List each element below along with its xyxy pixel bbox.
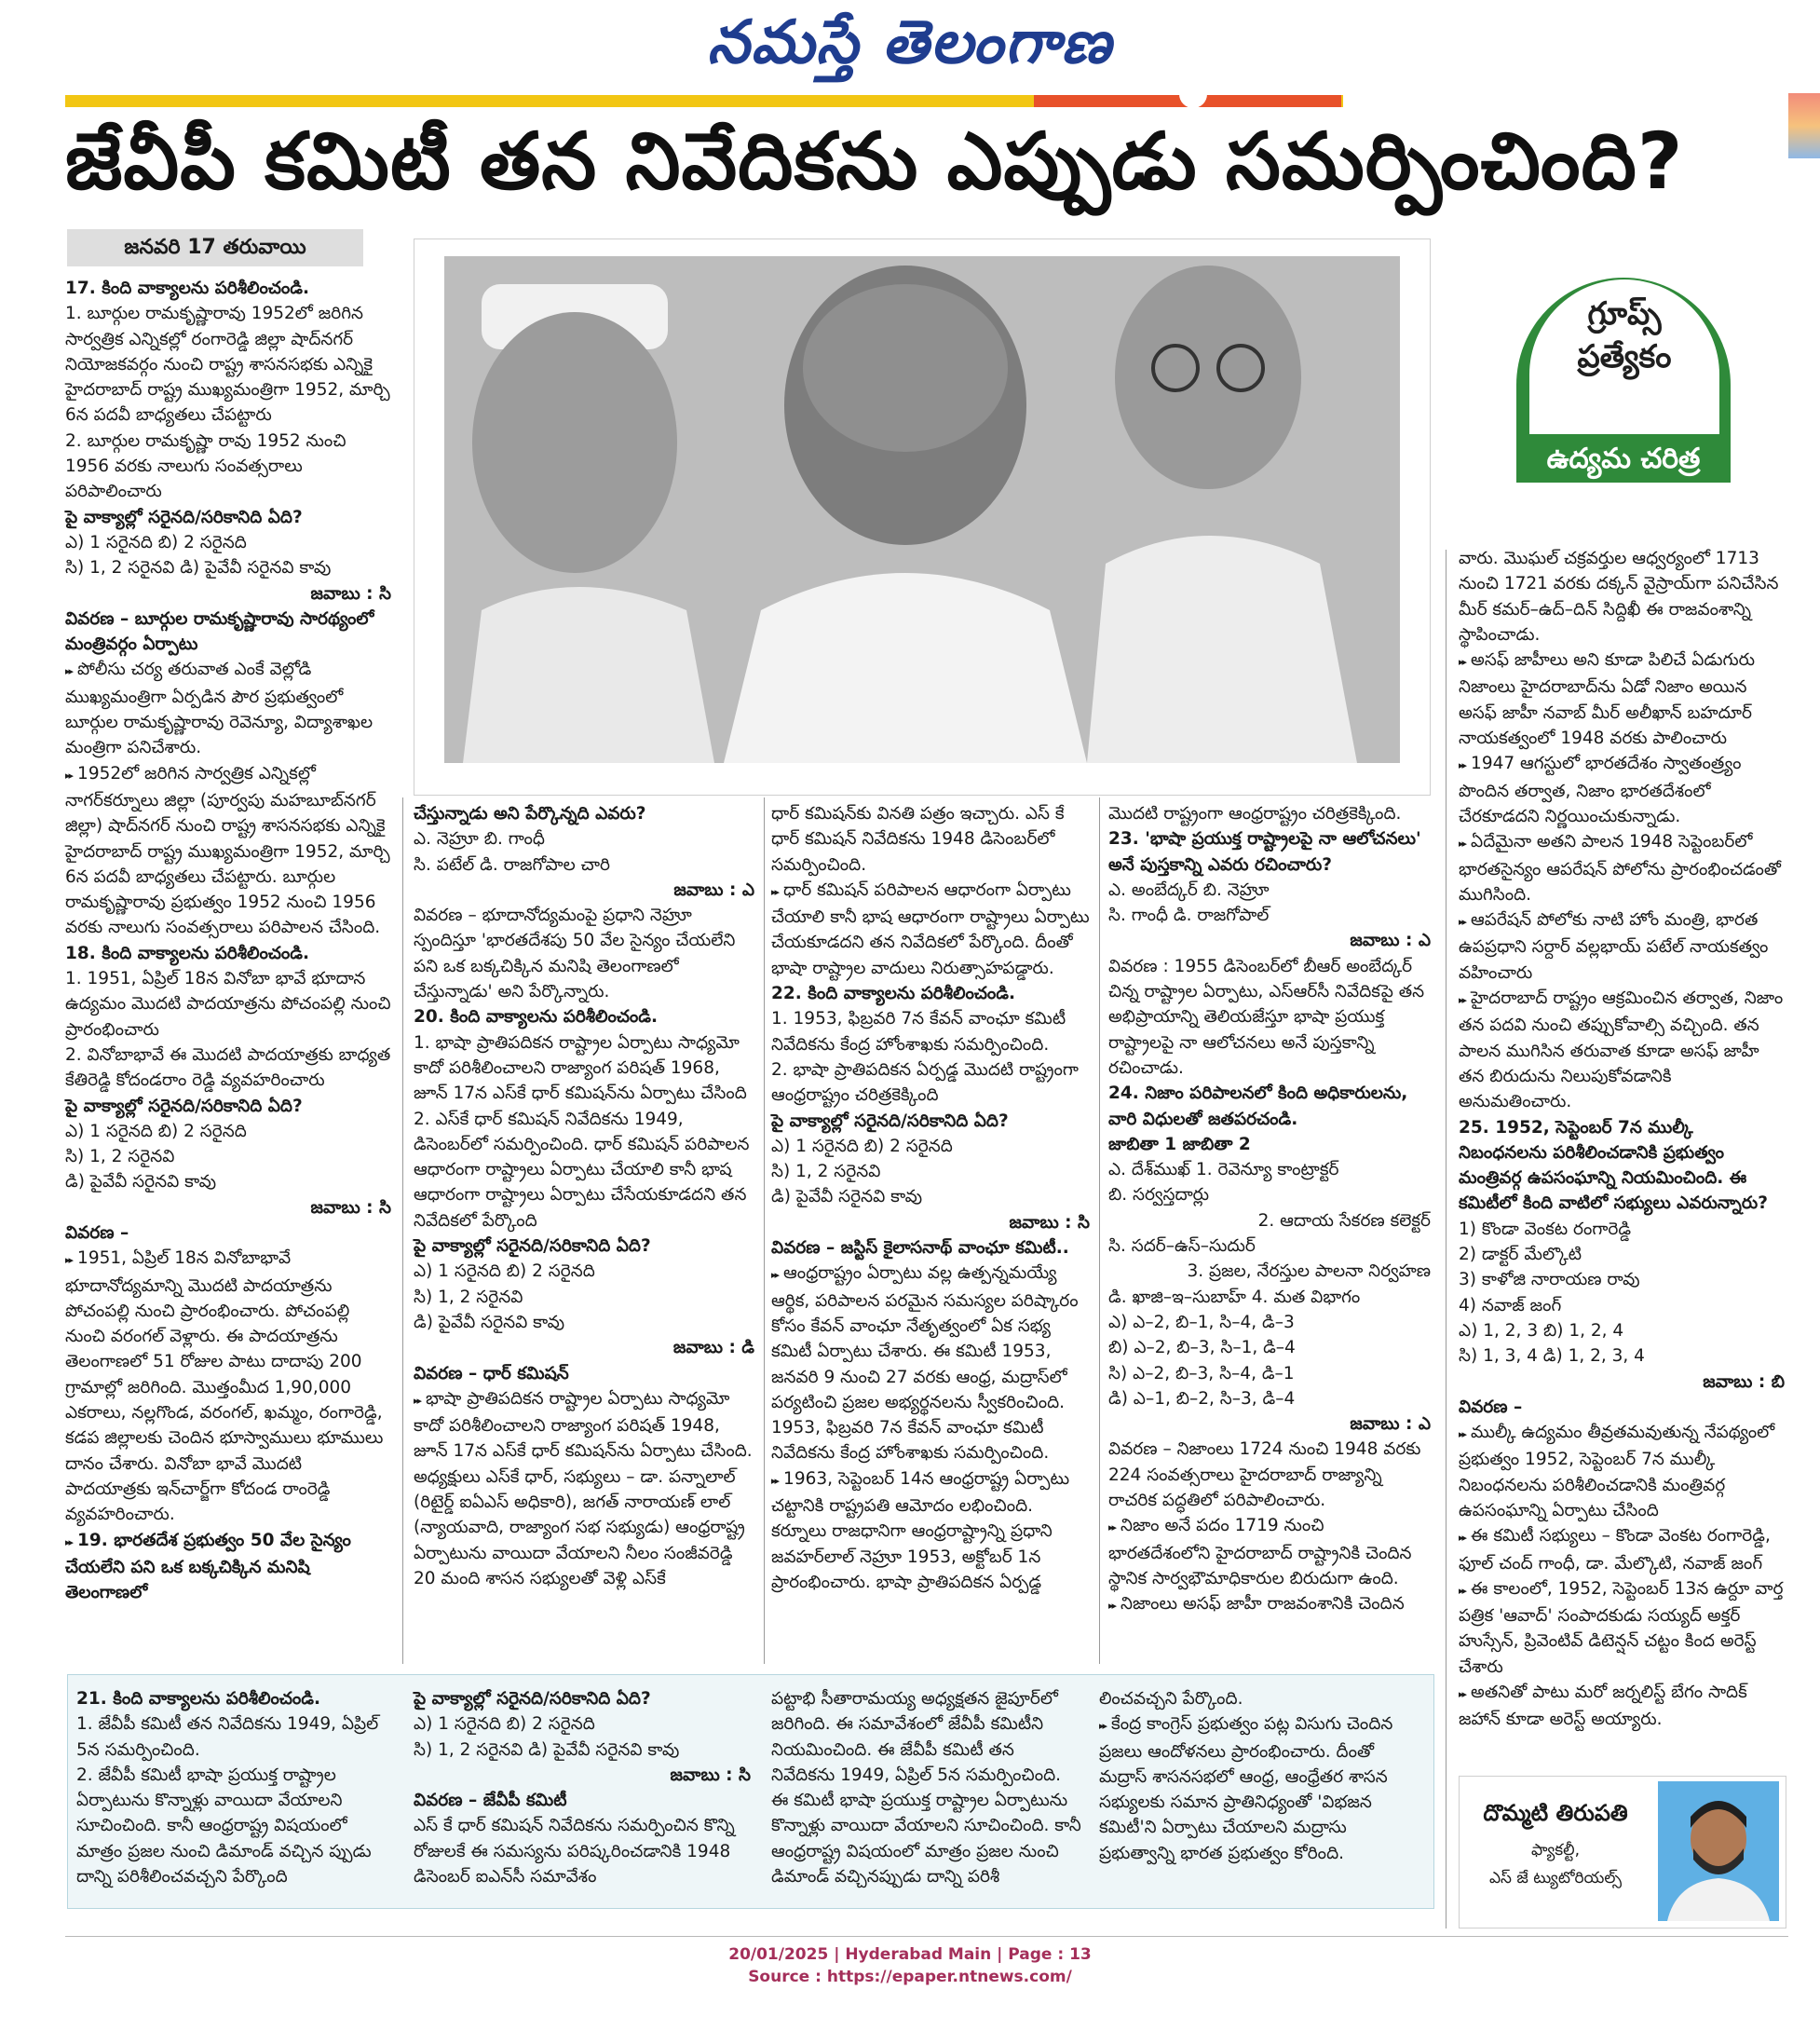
question-prompt: పై వాక్యాల్లో సరైనది/సరికానిది ఏది? [771, 1111, 1009, 1131]
paragraph: లించవచ్చని పేర్కొంది. [1099, 1689, 1243, 1709]
option-row: సి) 1, 2 సరైనవి డి) పైవేవీ సరైనవి కావు [65, 558, 332, 579]
section-tag: జనవరి 17 తరువాయి [67, 229, 363, 266]
paragraph: పట్టాభి సీతారామయ్య అధ్యక్షతన జైపూర్‌లో జరిగింది. ఈ సమావేశంలో జేవీపీ కమిటీని నియమించింది. ఈ జేవీపీ కమిటీ తన నివేదికను 1949, ఏప్రిల్ 5న సమర్పించింది. ఈ కమిటీ భాషా ప్రయుక్త రాష్ట్రాల ఏర్పాటును కొన్నాళ్లు వాయిదా వేయాలని సూచించింది. కానీ ఆంధ్రరాష్ట్ర విషయంలో మాత్రం ప్రజల నుంచి డిమాండ్ వచ్చినప్పుడు దాన్ని పరిశీ [771, 1689, 1081, 1888]
box-column-4 [1099, 1686, 1421, 1866]
bullet-point: ▸▸ అతనితో పాటు మరో జర్నలిస్ట్ బేగం సాదిక్ జహాన్ కూడా అరెస్ట్ అయ్యారు. [1459, 1680, 1785, 1733]
article-column-5 [1459, 546, 1785, 1733]
question-19: ▸▸ 19. భారతదేశ ప్రభుత్వం 50 వేల సైన్యం చేయలేని పని ఒక బక్కచిక్కిన మనిషి తెలంగాణలో [65, 1528, 391, 1606]
bullet-point: ▸▸ 1951, ఏప్రిల్ 18న వినోబాభావే భూదానోద్యమాన్ని మొదటి పాదయాత్రను పోచంపల్లి నుంచి ప్రారంభించారు. పోచంపల్లి నుంచి వరంగల్ వెళ్లారు. ఈ పాదయాత్రను తెలంగాణలో 51 రోజుల పాటు దాదాపు 200 గ్రామాల్లో జరిగింది. మొత్తంమీద 1,90,000 ఎకరాలు, నల్లగొండ, వరంగల్, ఖమ్మం, రంగారెడ్డి, కడప జిల్లాలకు చెందిన భూస్వాములు భూములు దానం చేశారు. వినోబా భావే మొదటి పాదయాత్రకు ఇన్‌చార్జ్‌గా కోదండ రాంరెడ్డి వ్యవహరించారు. [65, 1246, 391, 1527]
question-21: 21. కింది వాక్యాలను పరిశీలించండి. [76, 1689, 320, 1709]
column-divider [764, 797, 765, 1664]
answer: జవాబు : సి [310, 583, 391, 604]
box-column-3 [771, 1686, 1082, 1889]
badge-label: ఉద్యమ చరిత్ర [1546, 443, 1701, 475]
explanation-heading: వివరణ – ధార్ కమిషన్ [414, 1363, 569, 1383]
bullet-point: ▸▸ 1947 ఆగస్టులో భారతదేశం స్వాతంత్ర్యం పొందిన తర్వాత, నిజాం భారతదేశంలో చేరకూడదని నిర్ణయించుకున్నాడు. [1459, 751, 1785, 829]
question-18: 18. కింది వాక్యాలను పరిశీలించండి. [65, 943, 309, 963]
statement: 1. 1951, ఏప్రిల్ 18న వినోబా భావే భూదాన ఉద్యమం మొదటి పాదయాత్రను పోచంపల్లి నుంచి ప్రారంభించారు [65, 969, 391, 1040]
bullet-point: ▸▸ ధార్ కమిషన్ పరిపాలన ఆధారంగా ఏర్పాటు చేయాలి కానీ భాష ఆధారంగా రాష్ట్రాలు ఏర్పాటు చేయకూడదని తన నివేదికలో పేర్కొంది. దీంతో భాషా రాష్ట్రాల వాదులు నిరుత్సాహపడ్డారు. [771, 878, 1090, 981]
match-row: డి. ఖాజి–ఇ–సుబాహ్ 4. మత విభాగం [1108, 1287, 1361, 1307]
statement: 2. బూర్గుల రామకృష్ణా రావు 1952 నుంచి 1956 వరకు నాలుగు సంవత్సరాలు పరిపాలించారు [65, 430, 346, 502]
leaders-photo [444, 256, 1400, 763]
question-prompt: పై వాక్యాల్లో సరైనది/సరికానిది ఏది? [65, 507, 303, 527]
option-row: ఎ) ఎ–2, బి–1, సి–4, డి–3 [1108, 1312, 1295, 1332]
explanation: ఎస్ కే ధార్ కమిషన్ నివేదికను సమర్పించిన కొన్ని రోజులకే ఈ సమస్యను పరిష్కరించడానికి 1948 డిసెంబర్ ఐఎన్‌సీ సమావేశం [414, 1816, 735, 1888]
option-row: సి) 1, 2 సరైనవి [771, 1162, 881, 1182]
list-item: 1) కొండా వెంకట రంగారెడ్డి [1459, 1219, 1632, 1239]
box-column-2 [414, 1686, 751, 1889]
explanation-heading: వివరణ – [65, 1222, 129, 1243]
match-header: జాబితా 1 జాబితా 2 [1108, 1134, 1251, 1154]
source-link[interactable]: Source : https://epaper.ntnews.com/ [748, 1968, 1072, 1986]
bullet-point: ▸▸ ఆంధ్రరాష్ట్రం ఏర్పాటు వల్ల ఉత్పన్నమయ్యే ఆర్థిక, పరిపాలన పరమైన సమస్యల పరిష్కారం కోసం కేవన్ వాంఛూ నేతృత్వంలో ఏక సభ్య కమిటీ ఏర్పాటు చేశారు. ఈ కమిటీ 1953, జనవరి 9 నుంచి 27 వరకు ఆంధ్ర, మద్రాస్‌లో పర్యటించి ప్రజల అభ్యర్థనలను స్వీకరించింది. 1953, ఫిబ్రవరి 7న కేవన్ వాంఛూ కమిటీ నివేదికను కేంద్ర హోంశాఖకు సమర్పించింది. [771, 1261, 1090, 1465]
question-20: 20. కింది వాక్యాలను పరిశీలించండి. [414, 1007, 658, 1028]
option-row: డి) ఎ–1, బి–2, సి–3, డి–4 [1108, 1388, 1296, 1409]
option-row: ఎ) 1 సరైనది బి) 2 సరైనది [414, 1714, 595, 1735]
bullet-point: ▸▸ నిజాం అనే పదం 1719 నుంచి భారతదేశంలోని హైదరాబాద్ రాష్ట్రానికి చెందిన స్థానిక సార్వభౌమాధికారుల బిరుదుగా ఉంది. [1108, 1513, 1431, 1591]
edition-line: 20/01/2025 | Hyderabad Main | Page : 13 [728, 1945, 1092, 1964]
author-role: ఫ్యాకల్టీ, [1530, 1841, 1581, 1860]
option-row: సి) 1, 2 సరైనవి డి) పైవేవీ సరైనవి కావు [414, 1739, 680, 1760]
option-row: సి) 1, 3, 4 డి) 1, 2, 3, 4 [1459, 1346, 1645, 1367]
bullet-point: ▸▸ 1952లో జరిగిన సార్వత్రిక ఎన్నికల్లో నాగర్‌కర్నూలు జిల్లా (పూర్వపు మహబూబ్‌నగర్ జిల్లా) షాద్‌నగర్ నుంచి రాష్ట్ర శాసనసభకు ఎన్నికై హైదరాబాద్ రాష్ట్ర ముఖ్యమంత్రిగా 1952, మార్చి 6న పదవీ బాధ్యతలు చేపట్టారు. బూర్గుల రామకృష్ణారావు ప్రభుత్వం 1952 నుంచి 1956 వరకు నాలుగు సంవత్సరాలు పరిపాలన చేసింది. [65, 761, 391, 941]
paragraph: వారు. మొఘల్ చక్రవర్తుల ఆధ్వర్యంలో 1713 నుంచి 1721 వరకు దక్కన్ వైస్రాయ్‌గా పనిచేసిన మీర్ కమర్–ఉద్–దిన్ సిద్దిఖీ ఈ రాజవంశాన్ని స్థాపించాడు. [1459, 549, 1779, 645]
author-org: ఎస్ జే ట్యుటోరియల్స్ [1488, 1869, 1623, 1888]
explanation: వివరణ – భూదానోద్యమంపై ప్రధాని నెహ్రూ స్పందిస్తూ 'భారతదేశపు 50 వేల సైన్యం చేయలేని పని ఒక బక్కచిక్కిన మనిషి తెలంగాణలో చేస్తున్నాడు' అని పేర్కొన్నారు. [414, 906, 736, 1002]
list-item: 2) డాక్టర్ మేల్కొటి [1459, 1245, 1582, 1265]
option-row: సి. పటేల్ డి. రాజగోపాల చారి [414, 854, 610, 875]
option-row: బి) ఎ–2, బి–3, సి–1, డి–4 [1108, 1338, 1296, 1358]
bullet-point: ▸▸ కేంద్ర కాంగ్రెస్ ప్రభుత్వం పట్ల విసుగు చెందిన ప్రజలు ఆందోళనలు ప్రారంభించారు. దీంతో మద్రాస్ శాసనసభలో ఆంధ్ర, ఆంధ్రేతర శాసన సభ్యులకు సమాన ప్రాతినిధ్యంతో 'విభజన కమిటీ'ని ఏర్పాటు చేయాలని మద్రాసు ప్రభుత్వాన్ని భారత ప్రభుత్వం కోరింది. [1099, 1711, 1421, 1866]
option-row: సి. గాంధీ డి. రాజగోపాల్ [1108, 906, 1270, 926]
statement: 2. భాషా ప్రాతిపదికన ఏర్పడ్డ మొదటి రాష్ట్రంగా ఆంధ్రరాష్ట్రం చరిత్రకెక్కింది [771, 1059, 1079, 1106]
box-column-1 [76, 1686, 393, 1889]
masthead-logo: నమస్తే తెలంగాణ [707, 7, 1113, 77]
option-row: సి) 1, 2 సరైనవి [414, 1287, 523, 1307]
answer: జవాబు : ఎ [673, 879, 754, 900]
answer: జవాబు : సి [310, 1197, 391, 1218]
explanation-heading: వివరణ – [1459, 1397, 1523, 1417]
author-avatar-icon [1658, 1781, 1779, 1921]
match-row: సి. సదర్–ఉస్–సుదుర్ [1108, 1236, 1256, 1257]
badge-title [1529, 279, 1719, 434]
bullet-point: ▸▸ పోలీసు చర్య తరువాత ఎంకే వెల్లోడి ముఖ్యమంత్రిగా ఏర్పడిన పౌర ప్రభుత్వంలో బూర్గుల రామకృష్ణారావు రెవెన్యూ, విద్యాశాఖల మంత్రిగా పనిచేశారు. [65, 657, 391, 760]
option-row: ఎ) 1 సరైనది బి) 2 సరైనది [771, 1136, 953, 1156]
page-bottom-rule [65, 1936, 1788, 1937]
badge-line-1: గ్రూప్స్ [1587, 295, 1662, 333]
column-divider [1099, 797, 1100, 1664]
bullet-point: ▸▸ ఆపరేషన్ పోలోకు నాటి హోం మంత్రి, భారత ఉపప్రధాని సర్దార్ వల్లభాయ్ పటేల్ నాయకత్వం వహించారు [1459, 907, 1785, 986]
bullet-point: ▸▸ హైదరాబాద్ రాష్ట్రం ఆక్రమించిన తర్వాత, నిజాం తన పదవి నుంచి తప్పుకోవాల్సి వచ్చింది. తన పాలన ముగిసిన తరువాత కూడా అసఫ్ జాహీ తన బిరుదును నిలుపుకోవడానికి అనుమతించారు. [1459, 986, 1785, 1114]
article-column-2 [414, 801, 754, 1591]
list-item: 4) నవాజ్ జంగ్ [1459, 1295, 1562, 1315]
match-row: బి. సర్వస్తదార్లు [1108, 1185, 1210, 1206]
statement: 2. వినోబాభావే ఈ మొదటి పాదయాత్రకు బాధ్యత కేతిరెడ్డి కోదండరాం రెడ్డి వ్యవహరించారు [65, 1044, 391, 1091]
answer: జవాబు : డి [672, 1338, 754, 1358]
statement: 1. 1953, ఫిబ్రవరి 7న కేవన్ వాంఛూ కమిటీ నివేదికను కేంద్ర హోంశాఖకు సమర్పించింది. [771, 1009, 1066, 1055]
leaders-illustration [444, 256, 1400, 763]
option-row: డి) పైవేవీ సరైనవి కావు [65, 1172, 217, 1192]
option-row: డి) పైవేవీ సరైనవి కావు [771, 1187, 923, 1207]
paragraph: ధార్ కమిషన్‌కు వినతి పత్రం ఇచ్చారు. ఎస్ కే ధార్ కమిషన్ నివేదికను 1948 డిసెంబర్‌లో సమర్పించింది. [771, 804, 1065, 875]
match-row: ఎ. దేశ్‌ముఖ్ 1. రెవెన్యూ కాంట్రాక్టర్ [1108, 1160, 1339, 1180]
question-23: 23. 'భాషా ప్రయుక్త రాష్ట్రాలపై నా ఆలోచనలు' అనే పుస్తకాన్ని ఎవరు రచించారు? [1108, 829, 1421, 875]
question-22: 22. కింది వాక్యాలను పరిశీలించండి. [771, 984, 1015, 1004]
paragraph: మొదటి రాష్ట్రంగా ఆంధ్రరాష్ట్రం చరిత్రకెక్కింది. [1108, 804, 1402, 824]
bullet-point: ▸▸ అసఫ్ జాహీలు అని కూడా పిలిచే ఏడుగురు నిజాంలు హైదరాబాద్‌ను ఏడో నిజాం అయిన అసఫ్ జాహీ నవాబ్ మీర్ అలీఖాన్ బహదూర్ నాయకత్వంలో 1948 వరకు పాలించారు [1459, 647, 1785, 751]
option-row: ఎ. నెహ్రూ బి. గాంధీ [414, 829, 545, 850]
answer: జవాబు : ఎ [1350, 1414, 1431, 1435]
question-24: 24. నిజాం పరిపాలనలో కింది అధికారులను, వారి విధులతో జతపరచండి. [1108, 1083, 1408, 1129]
option-row: ఎ) 1 సరైనది బి) 2 సరైనది [65, 532, 247, 552]
author-photo [1658, 1781, 1779, 1921]
question-prompt: పై వాక్యాల్లో సరైనది/సరికానిది ఏది? [414, 1689, 651, 1709]
author-name: దొమ్మటి తిరుపతి [1483, 1800, 1628, 1826]
article-column-4 [1108, 801, 1431, 1619]
match-row: 3. ప్రజల, నేరస్తుల పాలనా నిర్వహణ [1187, 1261, 1431, 1282]
option-row: సి) ఎ–2, బి–3, సి–4, డి–1 [1108, 1363, 1295, 1383]
option-row: ఎ) 1 సరైనది బి) 2 సరైనది [414, 1261, 595, 1282]
article-column-1 [65, 276, 391, 1605]
explanation-heading: వివరణ – జస్టిస్ కైలాసనాథ్ వాంఛూ కమిటీ.. [771, 1238, 1069, 1259]
option-row: డి) పైవేవీ సరైనవి కావు [414, 1312, 565, 1332]
question-prompt: పై వాక్యాల్లో సరైనది/సరికానిది ఏది? [65, 1096, 303, 1116]
statement: 2. ఎస్‌కే ధార్ కమిషన్ నివేదికను 1949, డిసెంబర్‌లో సమర్పించింది. ధార్ కమిషన్ పరిపాలన ఆధారంగా రాష్ట్రాలు ఏర్పాటు చేయాలి కానీ భాష ఆధారంగా రాష్ట్రాలు ఏర్పాటు చేసేయకూడదని తన నివేదికలో పేర్కొంది [414, 1109, 750, 1231]
badge-line-2: ప్రత్యేకం [1577, 338, 1672, 375]
question-17: 17. కింది వాక్యాలను పరిశీలించండి. [65, 279, 309, 298]
article-column-3 [771, 801, 1090, 1595]
explanation-heading: వివరణ – బూర్గుల రామకృష్ణారావు సారథ్యంలో మంత్రివర్గం ఏర్పాటు [65, 608, 374, 655]
bullet-point: ▸▸ ఈ కమిటీ సభ్యులు – కొండా వెంకట రంగారెడ్డి, ఫూల్ చంద్ గాంధీ, డా. మేల్కొటి, నవాజ్ జంగ్ [1459, 1523, 1785, 1576]
bullet-point: ▸▸ ఈ కాలంలో, 1952, సెప్టెంబర్ 13న ఉర్దూ వార్త పత్రిక 'ఆవాద్' సంపాదకుడు సయ్యద్ అక్తర్ హుస్సేన్, ప్రివెంటివ్ డిటెన్షన్ చట్టం కింద అరెస్ట్ చేశారు [1459, 1576, 1785, 1680]
answer: జవాబు : సి [670, 1765, 751, 1785]
explanation-heading: వివరణ – జేవీపీ కమిటీ [414, 1791, 567, 1811]
bullet-point: ▸▸ ముల్కీ ఉద్యమం తీవ్రతమవుతున్న నేపథ్యంలో ప్రభుత్వం 1952, సెప్టెంబర్ 7న ముల్కీ నిబంధనలను పరిశీలించడానికి మంత్రివర్గ ఉపసంఘాన్ని ఏర్పాటు చేసింది [1459, 1420, 1785, 1523]
column-divider [402, 797, 403, 1664]
bullet-point: ▸▸ ఏదేమైనా అతని పాలన 1948 సెప్టెంబర్‌లో భారతసైన్యం ఆపరేషన్ పోలోను ప్రారంభించడంతో ముగిసింది. [1459, 829, 1785, 907]
bullet-point: ▸▸ 1963, సెప్టెంబర్ 14న ఆంధ్రరాష్ట్ర ఏర్పాటు చట్టానికి రాష్ట్రపతి ఆమోదం లభించింది. కర్నూలు రాజధానిగా ఆంధ్రరాష్ట్రాన్ని ప్రధాని జవహర్‌లాల్ నెహ్రూ 1953, అక్టోబర్ 1న ప్రారంభించారు. భాషా ప్రాతిపదికన ఏర్పడ్డ [771, 1466, 1090, 1595]
statement: 1. జేవీపీ కమిటీ తన నివేదికను 1949, ఏప్రిల్ 5న సమర్పించింది. [76, 1714, 379, 1760]
option-row: ఎ) 1 సరైనది బి) 2 సరైనది [65, 1121, 247, 1141]
answer: జవాబు : ఎ [1350, 931, 1431, 951]
explanation: వివరణ – నిజాంలు 1724 నుంచి 1948 వరకు 224 సంవత్సరాలు హైదరాబాద్ రాజ్యాన్ని రాచరిక పద్ధతిలో పరిపాలించారు. [1108, 1439, 1421, 1511]
option-row: ఎ) 1, 2, 3 బి) 1, 2, 4 [1459, 1320, 1624, 1341]
question-25: 25. 1952, సెప్టెంబర్ 7న ముల్కీ నిబంధనలను పరిశీలించడానికి ప్రభుత్వం మంత్రివర్గ ఉపసంఘాన్ని నియమించింది. ఈ కమిటీలో కింది వాటిలో సభ్యులు ఎవరున్నారు? [1459, 1117, 1768, 1214]
question-prompt: పై వాక్యాల్లో సరైనది/సరికానిది ఏది? [414, 1236, 651, 1257]
statement: 2. జేవీపీ కమిటీ భాషా ప్రయుక్త రాష్ట్రాల ఏర్పాటును కొన్నాళ్లు వాయిదా వేయాలని సూచించింది. కానీ ఆంధ్రరాష్ట్ర విషయంలో మాత్రం ప్రజల నుంచి డిమాండ్ వచ్చిన ప్పుడు దాన్ని పరిశీలించవచ్చని పేర్కొంది [76, 1765, 372, 1888]
bullet-point: ▸▸ భాషా ప్రాతిపదికన రాష్ట్రాల ఏర్పాటు సాధ్యమో కాదో పరిశీలించాలని రాజ్యాంగ పరిషత్ 1948, జూన్ 17న ఎస్‌కే ధార్ కమిషన్‌ను ఏర్పాటు చేసింది. అధ్యక్షులు ఎస్‌కే ధార్, సభ్యులు – డా. పన్నాలాల్ (రిటైర్డ్ ఐఏఎస్ అధికారి), జగత్ నారాయణ్ లాల్ (న్యాయవాది, రాజ్యాంగ సభ సభ్యుడు) ఆంధ్రరాష్ట్ర ఏర్పాటును వాయిదా వేయాలని నీలం సంజీవరెడ్డి 20 మంది శాసన సభ్యులతో వెళ్లి ఎస్‌కే [414, 1386, 754, 1591]
question-19-continued: చేస్తున్నాడు అని పేర్కొన్నది ఎవరు? [414, 804, 646, 824]
explanation: వివరణ : 1955 డిసెంబర్‌లో బీఆర్ అంబేద్కర్ చిన్న రాష్ట్రాల ఏర్పాటు, ఎస్ఆర్‌సీ నివేదికపై తన అభిప్రాయాన్ని తెలియజేస్తూ భాషా ప్రయుక్త రాష్ట్రాలపై నా ఆలోచనలు అనే పుస్తకాన్ని రచించాడు. [1108, 956, 1425, 1078]
bullet-point: ▸▸ నిజాంలు అసఫ్ జాహీ రాజవంశానికి చెందిన [1108, 1591, 1431, 1618]
match-row: 2. ఆదాయ సేకరణ కలెక్టర్ [1257, 1210, 1431, 1231]
answer: జవాబు : సి [1009, 1212, 1090, 1233]
option-row: సి) 1, 2 సరైనవి [65, 1147, 175, 1167]
list-item: 3) కాళోజి నారాయణ రావు [1459, 1270, 1640, 1290]
answer: జవాబు : బి [1703, 1371, 1785, 1392]
headline: జేవీపీ కమిటీ తన నివేదికను ఎప్పుడు సమర్పించింది? [65, 116, 1684, 207]
option-row: ఎ. అంబేద్కర్ బి. నెహ్రూ [1108, 879, 1270, 900]
statement: 1. భాషా ప్రాతిపదికన రాష్ట్రాల ఏర్పాటు సాధ్యమో కాదో పరిశీలించాలని రాజ్యాంగ పరిషత్ 1968, జూన్ 17న ఎస్‌కే ధార్ కమిషన్‌ను ఏర్పాటు చేసింది [414, 1032, 747, 1104]
statement: 1. బూర్గుల రామకృష్ణారావు 1952లో జరిగిన సార్వత్రిక ఎన్నికల్లో రంగారెడ్డి జిల్లా షాద్‌నగర్ నియోజకవర్గం నుంచి రాష్ట్ర శాసనసభకు ఎన్నికై హైదరాబాద్ రాష్ట్ర ముఖ్యమంత్రిగా 1952, మార్చి 6న పదవీ బాధ్యతలు చేపట్టారు [65, 304, 390, 426]
